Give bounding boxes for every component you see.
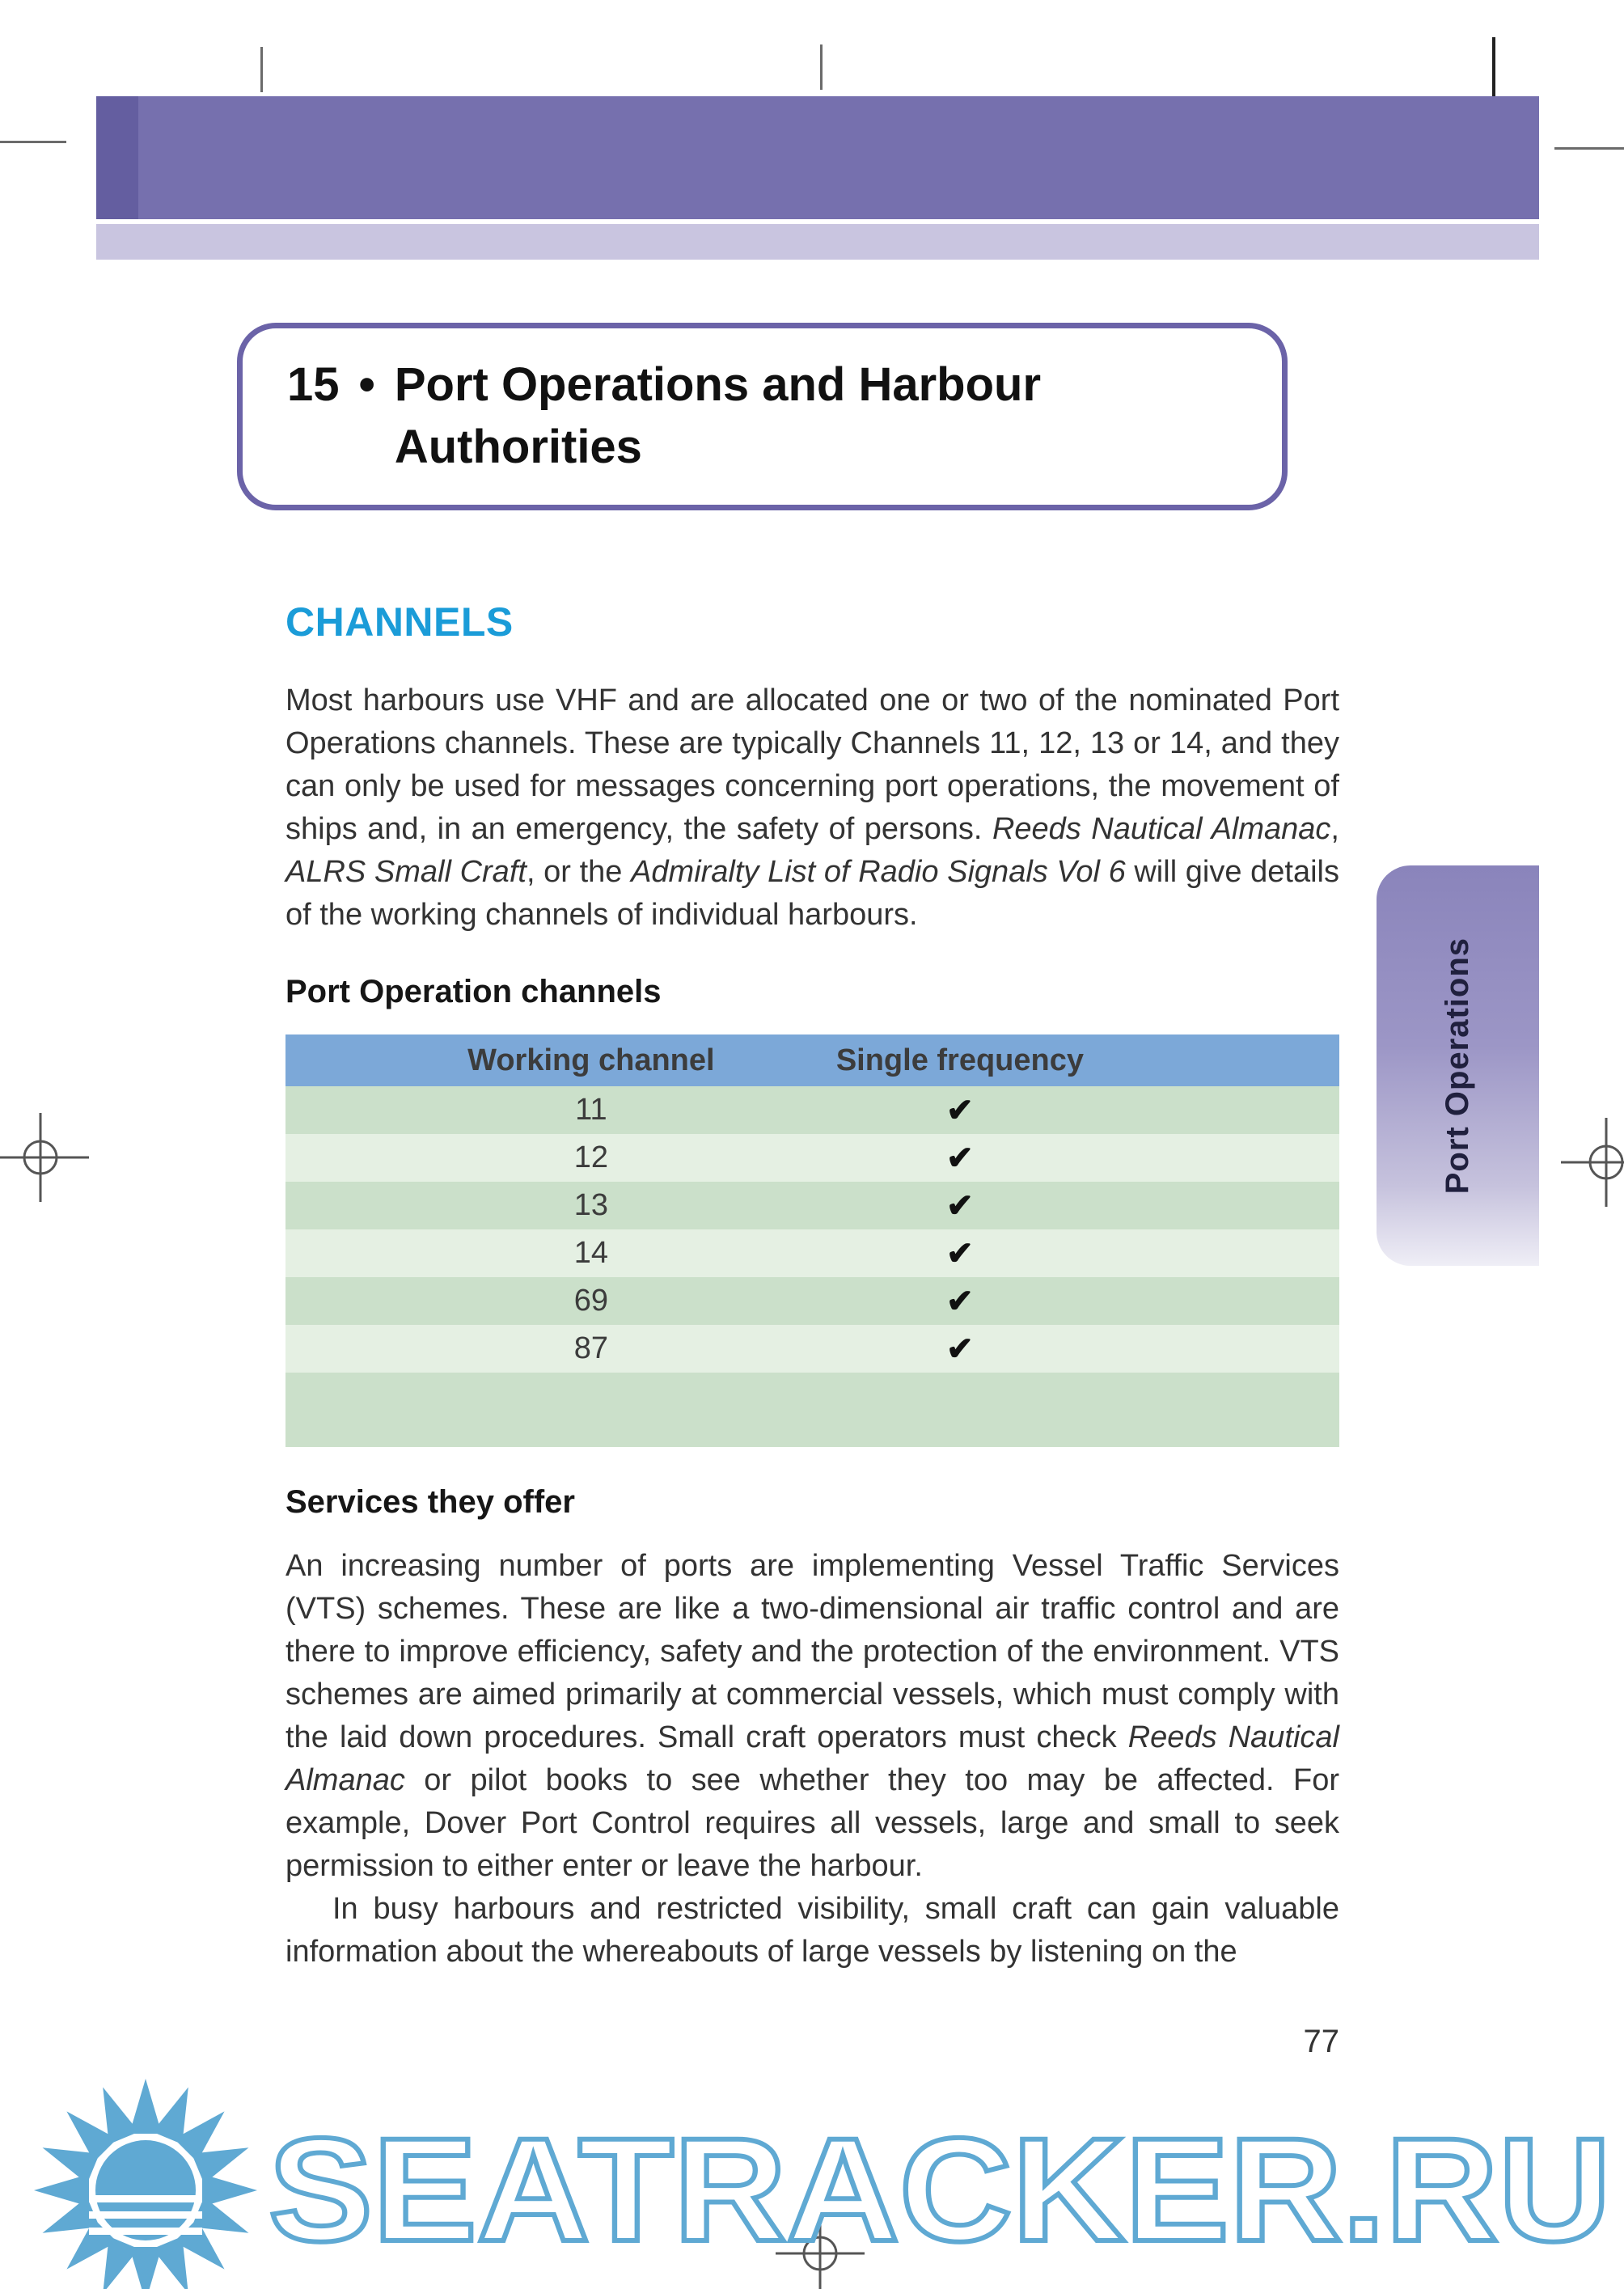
crop-mark	[820, 44, 823, 90]
table-row	[285, 1182, 1339, 1229]
single-frequency-check: ✔	[946, 1331, 974, 1367]
channels-paragraph: Most harbours use VHF and are allocated one or two of the nominated Port Operations channels. These are typically Channels 11, 12, 13 or 14, and they can only be used for messages concerning port operations, the movement of ships and, in an emergency, the safety of persons. Reeds Nautical Almanac, ALRS Small Craft, or the Admiralty List of Radio Signals Vol 6 will give details of the working channels of individual harbours.	[285, 683, 1339, 932]
single-frequency-check: ✔	[946, 1140, 974, 1176]
table-row	[285, 1229, 1339, 1277]
working-channel-cell: 11	[575, 1093, 607, 1127]
crop-mark	[1554, 147, 1624, 150]
working-channel-cell: 14	[573, 1236, 608, 1270]
single-frequency-check: ✔	[946, 1235, 974, 1271]
single-frequency-check: ✔	[946, 1187, 974, 1224]
crop-mark	[260, 47, 263, 92]
crop-mark	[0, 141, 66, 143]
services-paragraph-1: An increasing number of ports are implementing Vessel Traffic Services (VTS) schemes. These are like a two-dimensional air traffic control and are there to improve efficiency, safety and the protection of the environment. VTS schemes are aimed primarily at commercial vessels, which must comply with the laid down procedures. Small craft operators must check Reeds Nautical Almanac or pilot books to see whether they too may be affected. For example, Dover Port Control requires all vessels, large and small to seek permission to either enter or leave the harbour.	[285, 1549, 1339, 1883]
working-channel-cell: 12	[573, 1140, 608, 1174]
table-row	[285, 1325, 1339, 1373]
subheading-port-operation-channels: Port Operation channels	[285, 974, 662, 1009]
port-operation-channels-table	[285, 1034, 1339, 1447]
main-content	[285, 599, 1339, 2060]
registration-mark	[1561, 1118, 1624, 1207]
single-frequency-check: ✔	[946, 1283, 974, 1319]
chapter-number: 15	[287, 358, 340, 412]
working-channel-cell: 13	[573, 1188, 608, 1222]
table-footer-band	[285, 1373, 1339, 1447]
table-header-row	[285, 1034, 1339, 1086]
table-header-working-channel: Working channel	[467, 1043, 715, 1077]
registration-mark	[0, 1113, 89, 1202]
section-heading-channels: CHANNELS	[285, 599, 514, 645]
side-tab-label: Port Operations	[1440, 937, 1475, 1195]
subheading-services: Services they offer	[285, 1484, 575, 1520]
chapter-title-text: Port Operations and Harbour Authorities	[394, 358, 1042, 473]
services-paragraph-2: In busy harbours and restricted visibility, small craft can gain valuable information about the whereabouts of large vessels by listening on the	[285, 1892, 1339, 1969]
table-row	[285, 1134, 1339, 1182]
table-body	[285, 1086, 1339, 1373]
working-channel-cell: 69	[573, 1284, 608, 1318]
chapter-bullet: •	[358, 358, 375, 412]
chapter-title-box	[237, 323, 1288, 510]
working-channel-cell: 87	[573, 1331, 608, 1365]
table-row	[285, 1086, 1339, 1134]
single-frequency-check: ✔	[946, 1092, 974, 1128]
table-row	[285, 1277, 1339, 1325]
header-banner	[96, 96, 1539, 219]
chapter-title	[287, 354, 1106, 478]
table-header-single-frequency: Single frequency	[835, 1043, 1085, 1077]
side-tab-port-operations	[1377, 865, 1539, 1266]
page-number: 77	[1303, 2024, 1339, 2059]
sun-logo	[34, 2079, 257, 2289]
header-banner-strip	[96, 224, 1539, 260]
watermark	[0, 2071, 1624, 2289]
watermark-text: SEATRACKER.RU	[269, 2107, 1611, 2272]
